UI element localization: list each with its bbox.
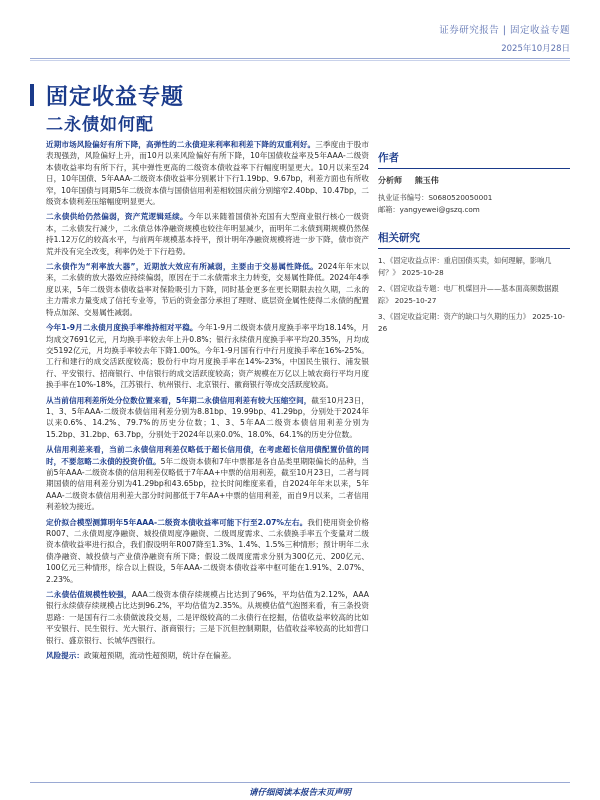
title-accent-bar [30, 84, 34, 106]
related-item-title: 1、《固定收益点评：重启国债买卖，如何理解，影响几何？》 [378, 256, 552, 277]
header-divider [30, 58, 570, 59]
paragraph-text: 政策超预期，流动性超预期，统计存在偏差。 [83, 651, 236, 661]
analyst-name: 熊玉伟 [414, 176, 439, 185]
paragraph-lead: 从当前信用利差所处分位数位置来看，5年期二永债信用利差有较大压缩空间， [46, 395, 312, 405]
paragraph-text: 2024年年末以来，二永债的放大器效应持续偏弱，原因在于二永债需求主力转变，交易属性降低。2024年4季度以来，5年二级资本债收益率对保险吸引力下降，同时基金更多在更长期限去拉久期，二永的主力需求力量变成了信托专业等，节后的资金部分承担了理财、底层资金属性使得二永债的配置特点加深、交易属性减弱。 [46, 262, 370, 317]
email-link[interactable]: yangyewei@gszq.com [399, 205, 480, 214]
author-section-title: 作者 [378, 150, 570, 169]
paragraph-7 [46, 517, 369, 585]
related-item-title: 3、《固定收益定期：资产的缺口与久期的压力》 [378, 312, 530, 321]
paragraph-4 [46, 322, 369, 390]
paragraph-lead: 近期市场风险偏好有所下降，高弹性的二永债迎来利率和利差下降的双重利好。 [46, 140, 316, 149]
header-meta [439, 22, 570, 54]
header-report-line [439, 22, 570, 36]
related-item-title: 2、《固定收益专题：电厂机煤回升——基本面高频数据跟踪》 [378, 284, 559, 305]
paragraph-lead: 二永债作为“利率放大器”，近期放大效应有所减弱，主要由于交易属性降低。 [46, 262, 318, 272]
header-category: 固定收益专题 [509, 25, 570, 36]
related-item-date: 2025-10-27 [394, 296, 437, 305]
paragraph-lead: 今年1-9月二永债月度换手率维持相对平稳。 [46, 323, 198, 333]
paragraph-lead: 二永债供给仍然偏弱，资产荒逻辑延续。 [46, 212, 188, 222]
related-item[interactable] [378, 255, 570, 279]
related-item[interactable] [378, 283, 570, 307]
related-item-date: 2025-10-28 [401, 268, 444, 277]
paragraph-text: 今年1-9月二级资本债月度换手率平均18.14%，月均成交7691亿元，月均换手率较去年上升0.8%；银行永续债月度换手率平均20.35%，月均成交5192亿元，月均换手率较去年下降1.00%。今年1-9月国有行中行月度换手率在16%-25%。工行和建行的成交活跃度较高；股份行中均月度换手率在14%-23%，中国民生银行、浦发银行、平安银行、招商银行、中信银行的成交活跃度较高；资产规模在万亿以上城农商行平均月度换手率在10%-18%，江苏银行、杭州银行、北京银行、徽商银行等成交活跃度较高。 [46, 323, 370, 390]
risk-warning [46, 650, 369, 661]
paragraph-text: 截至10月23日，1、3、5年AAA-二级资本债信用利差分别为8.81bp、19.99bp、41.29bp，分别处于2024年以来0.6%、14.2%、79.7%的历史分位数；1、3、5年AA二级资本债信用利差分别为15.2bp、31.2bp、63.7bp，分别处于2024年以来0.0%、18.0%、64.1%的历史分位数。 [46, 395, 369, 439]
sidebar [378, 150, 570, 339]
page-subtitle: 二永债如何配 [46, 115, 154, 135]
paragraph-1 [46, 139, 369, 207]
related-item-date: 2025-10-26 [378, 312, 565, 333]
paragraph-2 [46, 211, 369, 257]
email-line [378, 204, 570, 216]
paragraph-3 [46, 261, 369, 318]
paragraph-lead: 二永债估值规模性较强， [46, 590, 132, 600]
footer-divider [30, 782, 570, 783]
page-title: 固定收益专题 [46, 84, 185, 110]
paragraph-6 [46, 444, 369, 512]
related-item[interactable] [378, 311, 570, 335]
paragraph-lead: 从信用利差来看，当前二永债信用利差仅略低于超长信用债，在考虑超长信用债配置价值的同时，不要忽略二永债的投资价值。 [46, 445, 369, 466]
paragraph-text: 5年二级资本债和7年中票都是各自品类里期限偏长的品种，当前5年AAA-二级资本债的信用利差仅略低于7年AA+中票的信用利差，截至10月23日，二者与同期国债的信用利差分别为41.29bp和43.65bp，拉长时间维度来看，自2024年年末以来，5年AAA-二级资本债信用利差大部分时间都低于7年AA+中票的信用利差，而自9月以来，二者信用利差较为接近。 [46, 456, 369, 512]
paragraph-text: 三季度由于股市表现强劲，风险偏好上升，而10月以来风险偏好有所下降，10年国债收益率及5年AAA-二级资本债收益率均有所下行，其中弹性更高的二级资本债收益率下行幅度明显更大。10月以来至24日，10年国债、5年AAA-二级资本债收益率分别累计下行1.19bp、9.67bp，利差方面也有所收窄，10年国债与同期5年二级资本债与国债信用利差相较国庆前分别缩窄2.40bp、10.47bp，二级资本债利差压缩幅度明显更大。 [46, 140, 370, 207]
header-report-type: 证券研究报告 [439, 25, 500, 36]
paragraph-text: 我们使用资金价格R007、二永债周度净融资、城投债周度净融资、二级周度需求、二永债换手率五个变量对二级资本债收益率进行拟合，我们假设明年R007降至1.3%、1.4%、1.5%三种情形；预计明年二永债净融资、城投债与产业债净融资有所下降；假设二级周度需求分别为300亿元、200亿元、100亿元三种情形，综合以上假设，5年AAA-二级资本债收益率中枢可能在1.91%、2.07%、2.23%。 [46, 517, 369, 584]
license-line [378, 192, 570, 204]
paragraph-text: 今年以来随着国债补充国有大型商业银行核心一级资本，二永债发行减少，二永债总体净融资规模也较往年明显减少，而明年二永债到期规模仍然保持1.12万亿的较高水平，与前两年规模基本持平，预计明年净融资规模将进一步下降，债市资产荒并没有完全改变，利率仍处于下行趋势。 [46, 212, 370, 256]
summary-body [46, 139, 369, 665]
analyst-role: 分析师 [378, 176, 402, 185]
analyst-names [378, 175, 570, 186]
related-section-title: 相关研究 [378, 230, 570, 249]
paragraph-lead: 定价拟合模型测算明年5年AAA-二级资本债收益率可能下行至2.07%左右。 [46, 517, 308, 527]
related-research [378, 230, 570, 335]
license-label: 执业证书编号： [378, 193, 429, 202]
paragraph-8 [46, 589, 369, 646]
header-divider-thin [30, 60, 570, 61]
paragraph-lead: 风险提示： [46, 651, 84, 661]
paragraph-5 [46, 395, 369, 441]
header-date: 2025年10月28日 [501, 44, 570, 54]
email-label: 邮箱： [378, 205, 400, 214]
paragraph-text: AAA二级资本债存续规模占比达到了96%，平均估值为2.12%，AAA银行永续债存续规模占比达到96.2%，平均估值为2.35%。从规模估值气泡图来看，有三条投资思路：一是国有行二永债做波段交易，二是评级较高的二永债行在挖掘，估值收益率较高的比如平安银行、民生银行、光大银行、浙商银行；三是下沉但控制期限，估值收益率较高的比如营口银行、盛京银行、长城华西银行。 [46, 590, 370, 645]
footer-disclaimer: 请仔细阅读本报告末页声明 [248, 788, 351, 798]
header-separator: | [502, 25, 507, 36]
license-number: S0680520050001 [428, 193, 493, 202]
